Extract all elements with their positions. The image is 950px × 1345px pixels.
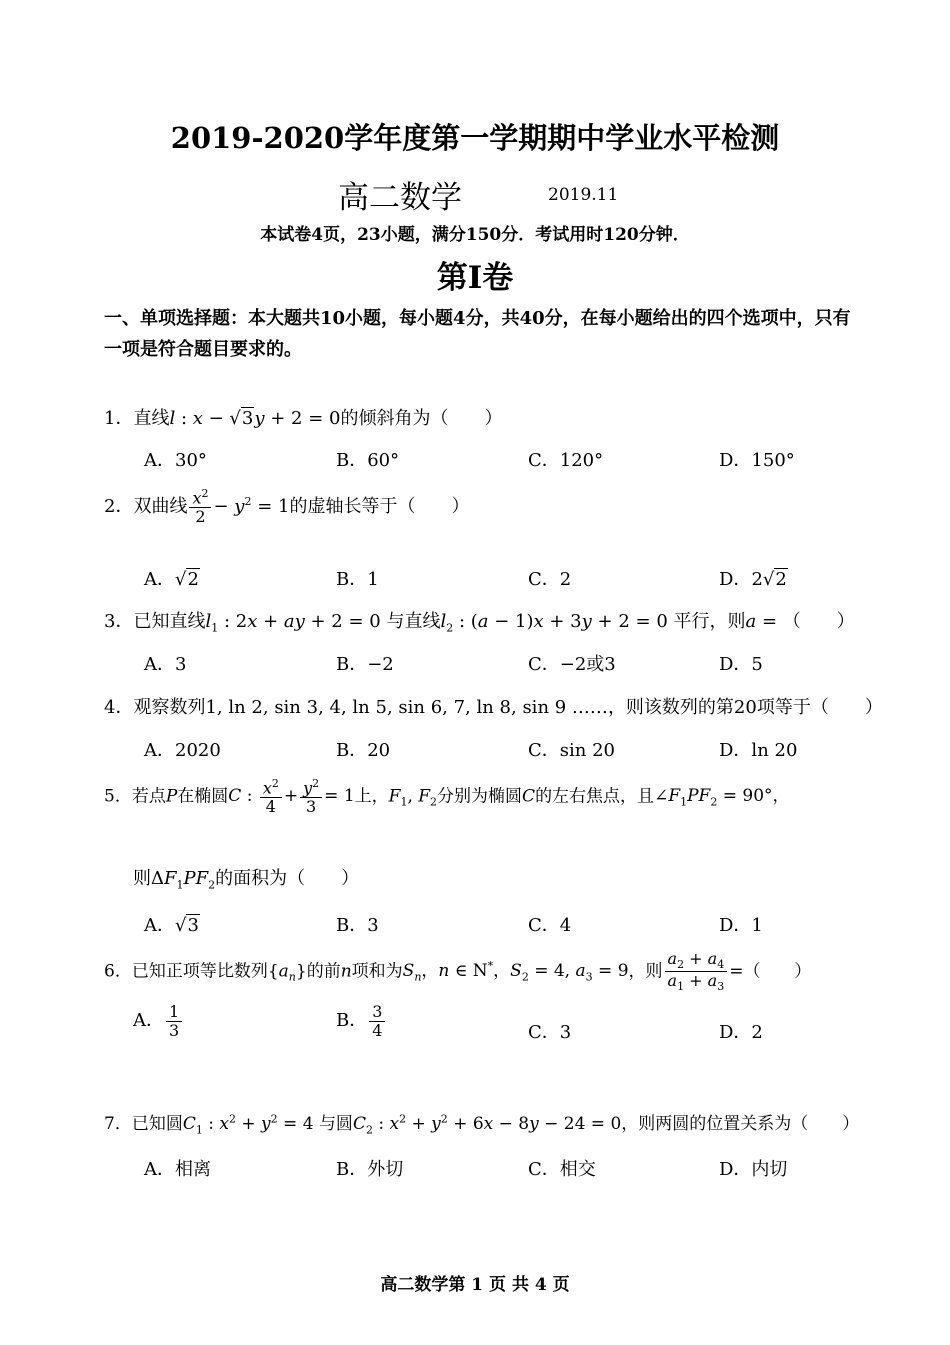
option-c: C．相交 xyxy=(528,1159,596,1180)
math-expression: $C_1$ : $x^2 + y^2 = 4$ xyxy=(182,1112,319,1137)
question-stem: 的面积为（ ） xyxy=(215,868,360,889)
option-b: B． $\frac{3}{4}$ xyxy=(336,1003,387,1039)
sequence: 1, ln 2, sin 3, 4, ln 5, sin 6, 7, ln 8, sin 9 …… xyxy=(205,697,608,718)
option-d: D．2√2 xyxy=(719,569,787,590)
question-stem: 上， xyxy=(354,786,389,807)
option-b: B．−2 xyxy=(336,654,394,675)
volume-title: 第Ⅰ卷 xyxy=(436,260,514,296)
question-stem: 的左右焦点，且 xyxy=(535,786,655,807)
question-stem: 在椭圆 xyxy=(177,786,229,807)
math-expression: $C_2$ : $x^2 + y^2 + 6x - 8y - 24 = 0$ xyxy=(352,1112,622,1137)
question-stem: ，则两圆的位置关系为（ ） xyxy=(621,1114,860,1134)
option-a: A．2020 xyxy=(144,740,221,761)
question-stem: 与圆 xyxy=(318,1114,353,1134)
subject-title: 高二数学 xyxy=(338,180,462,216)
option-b: B．1 xyxy=(336,569,379,590)
math-expression: $l_1$ : 2x + ay + 2 = 0 xyxy=(205,611,387,635)
question-stem: ，则该数列的第20项等于（ ） xyxy=(607,697,883,718)
question-number: 4． xyxy=(104,697,134,718)
question-number: 6． xyxy=(104,961,132,982)
question-stem: 观察数列 xyxy=(133,697,206,718)
option-d: D．5 xyxy=(719,654,763,675)
question-number: 5． xyxy=(104,786,132,807)
math-expression: C : $\frac{x^2}{4}$ + $\frac{y^2}{3}$ = 1 xyxy=(228,777,355,816)
question-stem: （ ） xyxy=(743,961,812,982)
math-expression: $\frac{x^2}{2}$ − $y^2 = 1$ xyxy=(187,496,289,517)
question-7 xyxy=(104,1109,859,1136)
option-a: A．3 xyxy=(144,654,187,675)
option-a: A．√2 xyxy=(144,569,199,590)
question-number: 3． xyxy=(104,611,134,632)
section-instructions: 一、单项选择题：本大题共10小题，每小题4分，共40分，在每小题给出的四个选项中，只有一项是符合题目要求的。 xyxy=(104,308,851,360)
question-stem: 则 xyxy=(133,868,151,889)
option-b: B．3 xyxy=(336,915,379,936)
math-expression: a = xyxy=(745,611,783,632)
math-expression: $\angle F_1PF_2 = 90^\circ$， xyxy=(654,786,790,809)
option-a: A．相离 xyxy=(144,1159,211,1180)
option-c: C．4 xyxy=(528,915,572,936)
option-d: D．内切 xyxy=(719,1159,788,1180)
question-stem: ，则 xyxy=(628,961,663,982)
question-stem: 平行，则 xyxy=(673,611,746,632)
option-a: A．30° xyxy=(144,450,207,471)
question-stem: 已知直线 xyxy=(133,611,206,632)
option-c: C．−2或3 xyxy=(528,654,616,675)
question-number: 7． xyxy=(104,1114,132,1134)
question-5: 5．若点P在椭圆C : $\frac{x^2}{4}$ + $\frac{y^2}{3}$ = 1上，$F_1$, $F_2$分别为椭圆C的左右焦点，且$\angle F_1PF_2 = 90^\circ$， xyxy=(104,777,790,816)
question-stem: 已知圆 xyxy=(131,1114,183,1134)
question-stem: 双曲线 xyxy=(133,495,188,517)
question-1 xyxy=(104,404,502,430)
question-stem: 与直线 xyxy=(386,611,441,632)
question-5-line2 xyxy=(133,864,359,892)
option-d: D．ln 20 xyxy=(719,740,798,761)
option-b: B．20 xyxy=(336,740,391,761)
option-c: C．2 xyxy=(528,569,572,590)
page-footer: 高二数学第 1 页 共 4 页 xyxy=(380,1275,570,1295)
exam-info: 本试卷4页，23小题，满分150分．考试用时120分钟． xyxy=(260,225,690,245)
question-stem: 已知正项等比数列 xyxy=(131,961,268,982)
option-d: D．150° xyxy=(719,450,795,471)
option-d: D．1 xyxy=(719,915,763,936)
option-a: A．√3 xyxy=(144,915,199,936)
question-4 xyxy=(104,693,883,719)
option-d: D．2 xyxy=(719,1022,763,1043)
question-stem: 直线 xyxy=(133,408,170,429)
question-stem: 项和为 xyxy=(351,961,403,982)
exam-date: 2019.11 xyxy=(548,185,619,205)
question-6: 6．已知正项等比数列$\{a_n\}$的前n项和为$S_n$，n ∈ N*，$S_2 = 4$, $a_3 = 9$，则 $\frac{a_2 + a_4}{a_1 + a_3}$ =（ ） xyxy=(104,949,812,994)
option-c: C．3 xyxy=(528,1022,572,1043)
question-number: 1． xyxy=(104,408,134,429)
exam-title: 2019-2020学年度第一学期期中学业水平检测 xyxy=(170,121,780,155)
option-c: C．120° xyxy=(528,450,604,471)
math-expression: $\Delta F_1PF_2$ xyxy=(151,868,216,892)
math-expression: $S_n$，n ∈ N*，$S_2 = 4$, $a_3 = 9$ xyxy=(402,959,629,984)
question-stem: 的倾斜角为（ ） xyxy=(340,408,503,429)
question-number: 2． xyxy=(104,495,134,517)
question-3 xyxy=(104,607,855,635)
math-expression: $l_2$ : (a − 1)x + 3y + 2 = 0 xyxy=(440,611,674,635)
question-2 xyxy=(104,488,469,526)
option-b: B．60° xyxy=(336,450,400,471)
question-stem: 分别为椭圆 xyxy=(437,786,523,807)
question-stem: 若点 xyxy=(131,786,166,807)
option-c: C．sin 20 xyxy=(528,740,615,761)
question-stem: 的前 xyxy=(306,961,341,982)
math-expression: l : x − √3y + 2 = 0 xyxy=(169,408,341,429)
question-stem: 的虚轴长等于（ ） xyxy=(289,495,470,517)
option-a: A． $\frac{1}{3}$ xyxy=(133,1003,184,1039)
option-b: B．外切 xyxy=(336,1159,404,1180)
question-stem: （ ） xyxy=(782,611,855,632)
